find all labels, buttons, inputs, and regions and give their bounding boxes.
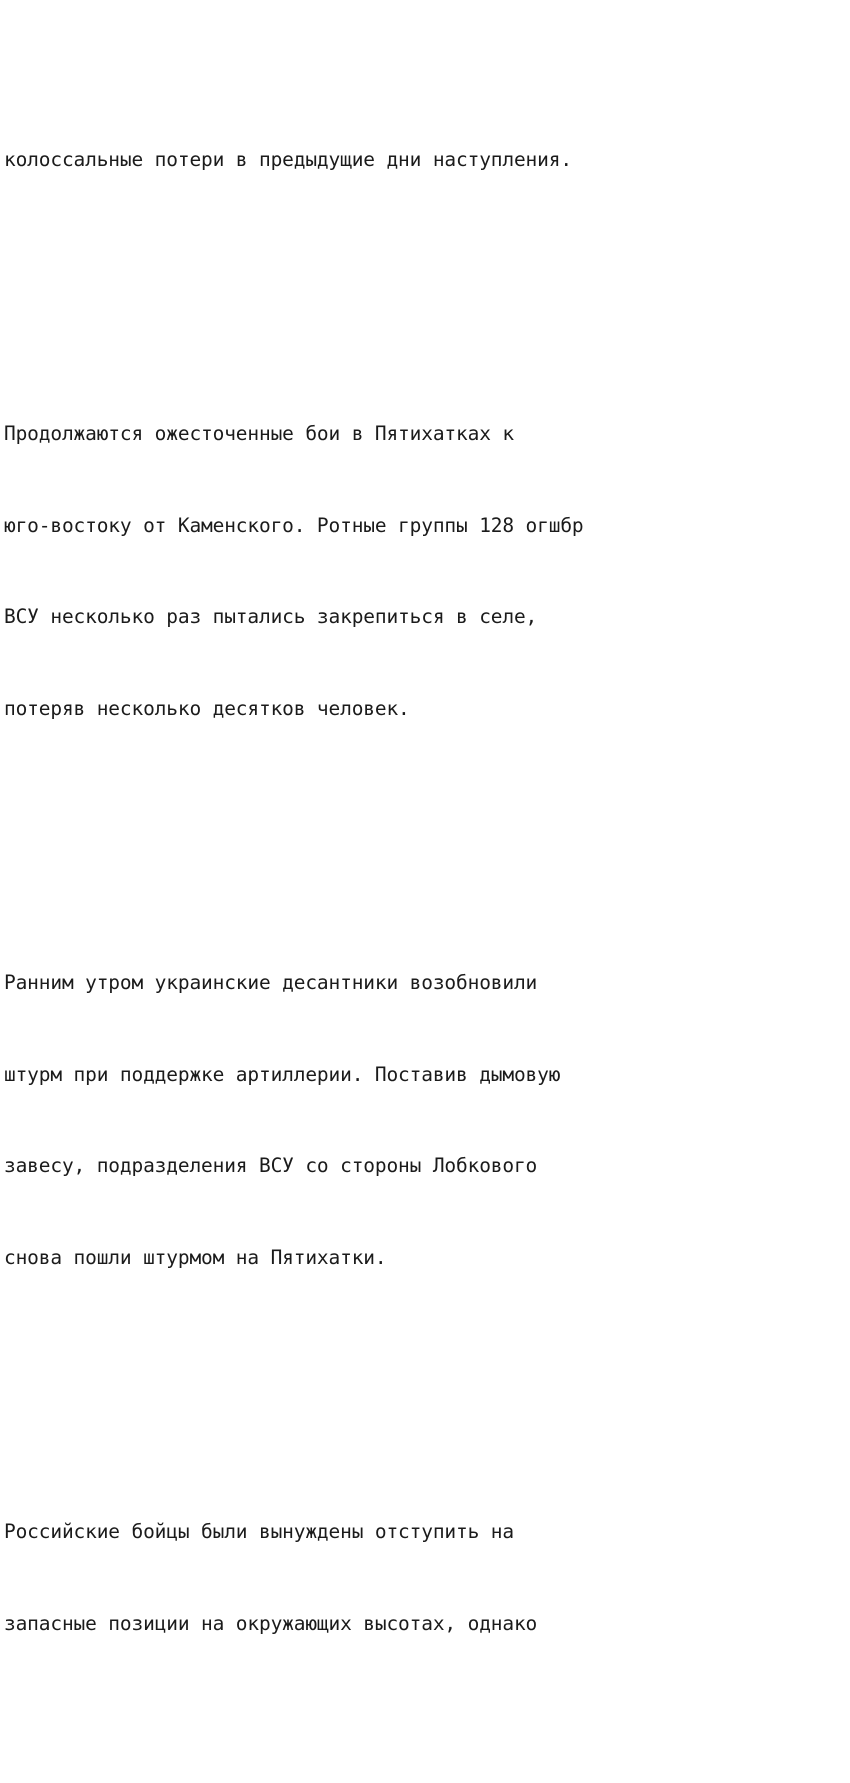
text-line: Продолжаются ожесточенные бои в Пятихатках к [4, 422, 514, 445]
paragraph-2 [4, 358, 844, 785]
text-line: юго-востоку от Каменского. Ротные группы 128 огшбр [4, 513, 584, 537]
text-line: потеряв несколько десятков человек. [4, 696, 410, 720]
text-line: штурм при поддержке артиллерии. Поставив дымовую [4, 1062, 561, 1086]
document-text-body [4, 0, 844, 1783]
text-line: снова пошли штурмом на Пятихатки. [4, 1245, 387, 1269]
text-line-clipped: запасные позиции на окружающих высотах, однако [4, 1611, 538, 1635]
text-line: Российские бойцы были вынуждены отступить на [4, 1520, 514, 1543]
paragraph-4 [4, 1456, 844, 1692]
text-line: завесу, подразделения ВСУ со стороны Лобкового [4, 1154, 538, 1177]
text-line: колоссальные потери в предыдущие дни наступления. [4, 147, 572, 171]
paragraph-3 [4, 907, 844, 1334]
paragraph-1 [4, 84, 844, 237]
text-line: Ранним утром украинские десантники возобновили [4, 971, 538, 994]
text-line: ВСУ несколько раз пытались закрепиться в селе, [4, 605, 538, 628]
